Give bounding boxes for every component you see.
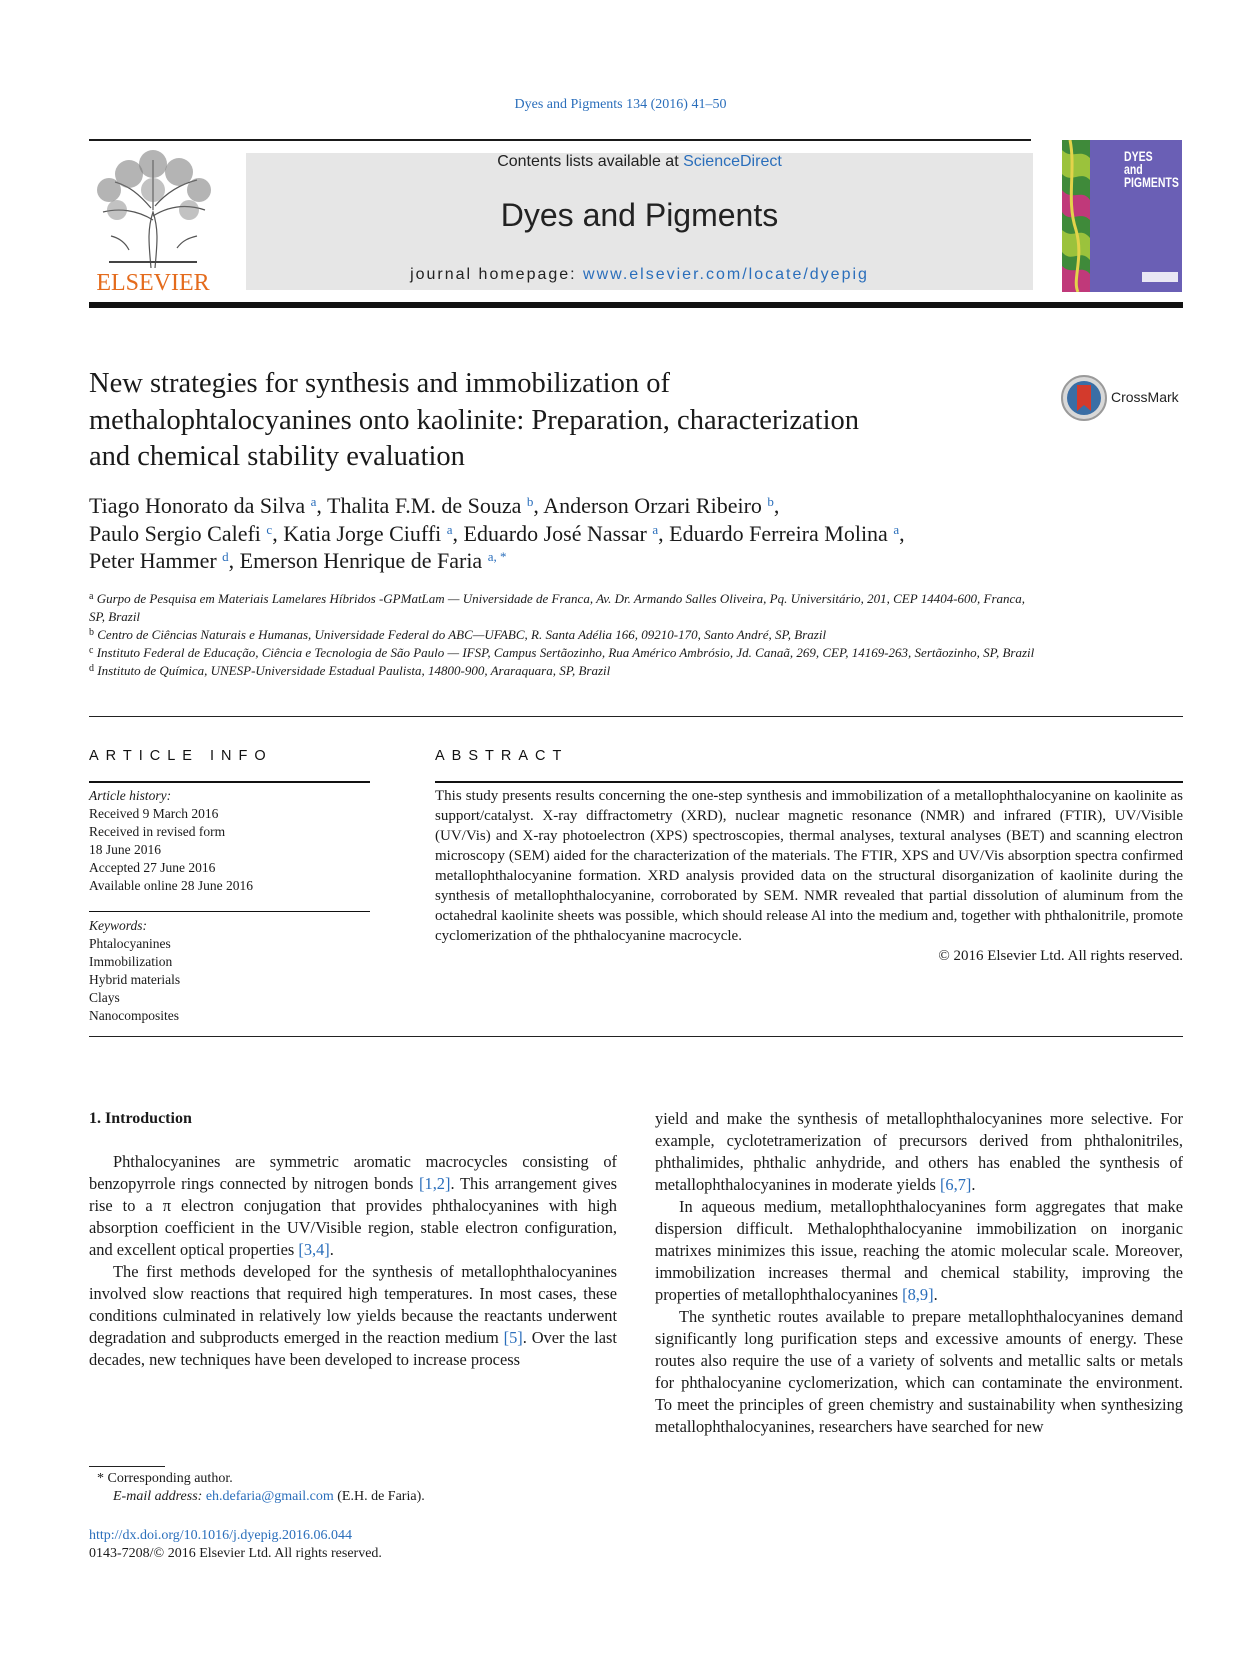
cover-title: [1124, 150, 1179, 189]
email-label: E-mail address:: [113, 1489, 206, 1504]
article-info-rule: [89, 781, 370, 783]
journal-title[interactable]: Dyes and Pigments: [500, 197, 779, 233]
article-history: [89, 787, 370, 895]
article-title: [89, 366, 1029, 476]
author-list: [89, 492, 1089, 575]
corresponding-author-note: [89, 1470, 609, 1506]
body-column-right: [655, 1108, 1183, 1438]
homepage-line: [246, 266, 1033, 284]
abstract-rule: [435, 781, 1183, 783]
author-name[interactable]: Paulo Sergio Calefi: [89, 520, 261, 546]
history-item: Received 9 March 2016: [89, 806, 219, 821]
title-line: New strategies for synthesis and immobilization of: [89, 368, 670, 399]
title-line: and chemical stability evaluation: [89, 441, 465, 472]
body-paragraph: In aqueous medium, metallophthalocyanines form aggregates that make dispersion difficult. Methalophthalocyanine immobilization on inorganic matrixes minimizes this issue, reaching the atomic molecular scale. Moreover, immobilization increases thermal and chemical stability, improving the properties of metallophthalocyanines [8,9].: [655, 1197, 1183, 1304]
email-link[interactable]: eh.defaria@gmail.com: [205, 1489, 334, 1504]
crossmark-icon: [1059, 373, 1109, 423]
author-line: Peter Hammer $^d$, Emerson Henrique de Faria $^{a, *}$: [89, 548, 507, 573]
affiliation-item: $^c$ Instituto Federal de Educação, Ciência e Tecnologia de São Paulo — IFSP, Campus Sertãozinho, Rua Américo Ambrósio, Jd. Canaã, 269, CEP, 14169-263, Sertãozinho, SP, Brazil: [89, 645, 1035, 660]
footnote-rule: [89, 1466, 165, 1467]
homepage-label: journal homepage:: [410, 266, 584, 283]
reference-link[interactable]: [8,9]: [902, 1285, 934, 1304]
cover-title-line: PIGMENTS: [1124, 174, 1179, 190]
header-rule: [89, 139, 1031, 141]
history-item: Available online 28 June 2016: [89, 878, 253, 893]
doi-block: [89, 1527, 609, 1563]
author-name[interactable]: Anderson Orzari Ribeiro: [543, 493, 762, 518]
author-line: Paulo Sergio Calefi $^c$, Katia Jorge Ciuffi $^a$, Eduardo José Nassar $^a$, Eduardo Ferreira Molina $^a$,: [89, 520, 905, 546]
author-name[interactable]: Peter Hammer: [89, 548, 217, 573]
author-name[interactable]: Thalita F.M. de Souza: [327, 493, 522, 518]
section-divider: [89, 716, 1183, 717]
history-item: Received in revised form: [89, 824, 226, 839]
introduction-heading: 1. Introduction: [89, 1110, 192, 1127]
history-item: Accepted 27 June 2016: [89, 860, 216, 875]
history-item: 18 June 2016: [89, 842, 161, 857]
body-paragraph: The first methods developed for the synthesis of metallophthalocyanines involved slow reactions that required high temperatures. In most cases, these conditions culminated in relatively low yields because the reactants underwent degradation and subproducts emerged in the reaction medium [5]. Over the last decades, new techniques have been developed to increase process: [89, 1262, 617, 1369]
homepage-link[interactable]: www.elsevier.com/locate/dyepig: [583, 266, 869, 283]
author-affiliation-mark[interactable]: c: [266, 521, 273, 537]
keyword-item: Hybrid materials: [89, 972, 181, 987]
corresponding-author-mark[interactable]: a, *: [487, 549, 507, 564]
keywords-rule: [89, 911, 370, 912]
journal-citation[interactable]: Dyes and Pigments 134 (2016) 41–50: [514, 97, 727, 112]
author-name[interactable]: Tiago Honorato da Silva: [89, 493, 306, 518]
title-line: methalophtalocyanines onto kaolinite: Preparation, characterization: [89, 404, 860, 436]
author-affiliation-mark[interactable]: d: [222, 549, 229, 564]
author-name[interactable]: Katia Jorge Ciuffi: [283, 520, 442, 546]
journal-cover[interactable]: [1062, 140, 1182, 292]
body-column-left: [89, 1151, 617, 1371]
issn-line: 0143-7208/© 2016 Elsevier Ltd. All rights reserved.: [89, 1546, 382, 1561]
reference-link[interactable]: [6,7]: [939, 1175, 972, 1194]
reference-link[interactable]: [5]: [503, 1328, 523, 1347]
crossmark-badge[interactable]: [1059, 373, 1185, 423]
article-info-heading: ARTICLE INFO: [89, 748, 273, 764]
journal-banner: [246, 153, 1033, 290]
affiliation-list: [89, 590, 1039, 680]
keyword-item: Phtalocyanines: [89, 936, 171, 951]
abstract-body: [435, 786, 1183, 966]
elsevier-logo[interactable]: [89, 150, 217, 295]
reference-link[interactable]: [3,4]: [298, 1240, 330, 1259]
author-affiliation-mark[interactable]: a: [446, 521, 453, 537]
keyword-item: Immobilization: [89, 954, 173, 969]
author-name[interactable]: Emerson Henrique de Faria: [239, 548, 483, 573]
crossmark-label: CrossMark: [1111, 389, 1179, 405]
author-name[interactable]: Eduardo Ferreira Molina: [669, 520, 888, 546]
sciencedirect-link[interactable]: ScienceDirect: [683, 153, 782, 170]
author-name[interactable]: Eduardo José Nassar: [463, 520, 647, 546]
body-paragraph: The synthetic routes available to prepare metallophthalocyanines demand significantly long purification steps and excessive amounts of energy. These routes also require the use of a variety of solvents and metallic salts or metals for phthalocyanine cyclomerization, which can contaminate the environment. To meet the principles of green chemistry and sustainability when synthesizing metallophthalocyanines, researchers have searched for new: [655, 1307, 1183, 1436]
section-divider: [89, 1036, 1183, 1037]
affiliation-item: $^d$ Instituto de Química, UNESP-Universidade Estadual Paulista, 14800-900, Araraquara, SP, Brazil: [89, 663, 611, 678]
affiliation-item: $^a$ Gurpo de Pesquisa em Materiais Lamelares Híbridos -GPMatLam — Universidade de Franca, Av. Dr. Armando Salles Oliveira, Pq. Universitário, 201, CEP 14404-600, Franca, SP, Brazil: [89, 591, 1026, 624]
abstract-heading: ABSTRACT: [435, 748, 569, 764]
history-label: Article history:: [89, 788, 172, 803]
author-affiliation-mark[interactable]: a: [893, 521, 900, 537]
author-affiliation-mark[interactable]: a: [310, 494, 317, 509]
author-line: Tiago Honorato da Silva $^a$, Thalita F.M. de Souza $^b$, Anderson Orzari Ribeiro $^b$,: [89, 493, 780, 518]
header-thick-rule: [89, 302, 1183, 308]
contents-line: [246, 153, 1033, 171]
body-paragraph: yield and make the synthesis of metallophthalocyanines more selective. For example, cyclotetramerization of precursors derived from phthalonitriles, phthalimides, phthalic anhydride, and others has enabled the synthesis of metallophthalocyanines in moderate yields [6,7].: [655, 1109, 1183, 1194]
reference-link[interactable]: [1,2]: [419, 1174, 451, 1193]
author-affiliation-mark[interactable]: a: [652, 521, 659, 537]
keywords-label: Keywords:: [89, 918, 147, 933]
elsevier-wordmark: ELSEVIER: [96, 270, 210, 296]
cover-title-line: DYES: [1124, 148, 1153, 164]
contents-prefix: Contents lists available at: [497, 153, 684, 170]
elsevier-tree-icon: [89, 150, 217, 268]
author-affiliation-mark[interactable]: b: [526, 494, 534, 509]
body-paragraph: Phthalocyanines are symmetric aromatic macrocycles consisting of benzopyrrole rings connected by nitrogen bonds [1,2]. This arrangement gives rise to a π electron conjugation that provides phthalocyanines with high absorption coefficient in the UV/Visible region, stable electron configuration, and excellent optical properties [3,4].: [89, 1152, 617, 1259]
keyword-item: Clays: [89, 990, 120, 1005]
keywords: [89, 917, 370, 1025]
author-affiliation-mark[interactable]: b: [767, 494, 774, 509]
doi-link[interactable]: http://dx.doi.org/10.1016/j.dyepig.2016.06.044: [89, 1528, 353, 1543]
email-line: E-mail address: eh.defaria@gmail.com (E.H. de Faria).: [113, 1489, 425, 1504]
abstract-text: This study presents results concerning the one-step synthesis and immobilization of a metallophthalocyanine on kaolinite as support/catalyst. X-ray diffractometry (XRD), nuclear magnetic resonance (NMR) and infrared (FTIR), UV/Visible (UV/Vis) and X-ray photoelectron (XPS) spectroscopies, thermal analyses, textural analyses (BET) and scanning electron microscopy (SEM) aided for the characterization of the materials. The FTIR, XPS and UV/Vis absorption spectra confirmed metallophthalocyanine formation. XRD analysis provided data on the structural disorganization of kaolinite during the synthesis of metallophthalocyanine, corroborated by SEM. NMR revealed that partial dissolution of aluminum from the octahedral kaolinite sheets was possible, which should release Al into the medium and, together with phthalonitrile, promote cyclomerization of the phthalocyanine macrocycle.: [435, 788, 1183, 944]
affiliation-item: $^b$ Centro de Ciências Naturais e Humanas, Universidade Federal do ABC—UFABC, R. Santa Adélia 166, 09210-170, Santo André, SP, Brazil: [89, 627, 827, 642]
abstract-copyright: © 2016 Elsevier Ltd. All rights reserved.: [938, 948, 1183, 964]
corresponding-author-label: * Corresponding author.: [97, 1471, 233, 1486]
cover-title-line: and: [1124, 161, 1143, 177]
keyword-item: Nanocomposites: [89, 1008, 179, 1023]
